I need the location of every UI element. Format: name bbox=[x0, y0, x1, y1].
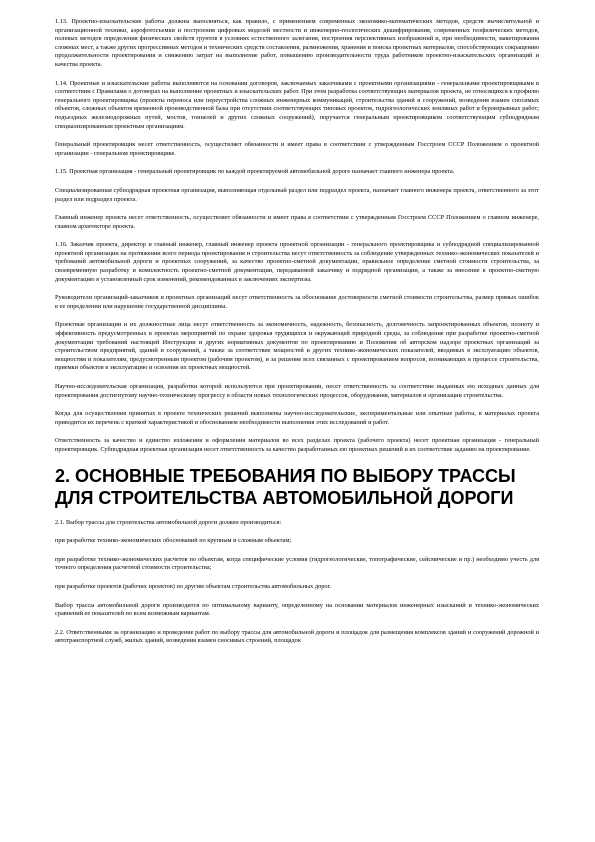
list-item-calculations: при разработке технико-экономических расчетов по объектам, когда специфические условия (гидрогеологические, топографические, сейсмические и пр.) необходимо учесть для точного определения расчетной стоимости строительства; bbox=[55, 555, 539, 572]
para-quality: Ответственность за качество и единство изложения и оформления материалов во всех разделах проекта (рабочего проекта) несет проектная организация - генеральный проектировщик. Субподрядная проектная организация несет ответственность за качество разработанных ею проектных решений и их соответствие заданию на проектирование. bbox=[55, 437, 539, 453]
section-2-heading: 2. ОСНОВНЫЕ ТРЕБОВАНИЯ ПО ВЫБОРУ ТРАССЫ ДЛЯ СТРОИТЕЛЬСТВА АВТОМОБИЛЬНОЙ ДОРОГИ bbox=[55, 465, 516, 508]
para-applied: Когда для осуществления принятых в проекте технических решений выполнены научно-исследовательские, экспериментальные или опытные работы, в материалах проекта приводится их перечень с краткой характеристикой и обоснованием необходимости выполнения этих исследований и работ. bbox=[55, 410, 539, 426]
list-item-feasibility: при разработке технико-экономических обоснований по крупным и сложным объектам; bbox=[55, 537, 292, 545]
para-chief-engineer: Главный инженер проекта несет ответственность, осуществляет обязанности и имеет права в соответствии с утвержденным Госстроем СССР Положением о главном инженере, главном архитекторе проекта. bbox=[55, 214, 539, 230]
para-optimal: Выбор трассы автомобильной дороги производится по оптимальному варианту, определенному на основании материалов инженерных изысканий и технико-экономических сравнений ее показателей по всем возможным вариантам. bbox=[55, 601, 539, 618]
list-item-working: при разработке проектов (рабочих проектов) по другим объектам строительства автомобильных дорог. bbox=[55, 582, 332, 590]
para-subcontract: Специализированная субподрядная проектная организация, выполняющая отдельный раздел или подраздел проекта, назначает главного инженера проекта, ответственного за этот раздел или подраздел проекта. bbox=[55, 186, 539, 203]
para-gen-designer: Генеральный проектировщик несет ответственность, осуществляет обязанности и имеет права в соответствии с утвержденным Госстроем СССР Положением о проектной организации - генеральном проектировщике. bbox=[55, 141, 539, 157]
para-1-13: 1.13. Проектно-изыскательские работы должны выполняться, как правило, с применением современных экономико-математических методов, средств вычислительной и организационной техники, аэрофотосъемки и построения цифровых моделей местности и инженерно-геологических дешифрирования, современных геофизических методов, полевых методов определения физических свойств грунтов в условиях естественного залегания, построения перспективных изображений и, при необходимости, макетирования сложных мест, а также других прогрессивных методов и технических средств составления, размножения, хранения и поиска проектных материалов, способствующих сокращению продолжительности проектирования и снижению затрат на выполнение работ, повышению производительности труда работников проектно-изыскательских организаций и качества проекта. bbox=[55, 18, 539, 68]
para-1-15: 1.15. Проектная организация - генеральный проектировщик по каждой проектируемой автомобильной дороге назначает главного инженера проекта. bbox=[55, 168, 455, 176]
para-officials: Проектные организации и их должностные лица несут ответственность за экономичность, надежность, безопасность, долговечность запроектированных объектов, полноту и эффективность предусмотренных в проектах мероприятий по охране здоровья трудящихся и окружающей природной среды, за соблюдение при разработке проектно-сметной документации требований настоящей Инструкции и других нормативных документов по проектированию и Положения об авторском надзоре проектных организаций за строительством предприятий, зданий и сооружений, а также за соответствие мощностей и других технико-экономических показателей, вводимых в эксплуатацию объектов, мощностям и показателям, предусмотренным проектом (рабочим проектом), и за решение всех связанных с проектированием вопросов, возникающих в процессе строительства, приемки объектов в эксплуатацию и освоения их проектных мощностей. bbox=[55, 321, 539, 372]
document-page bbox=[55, 18, 539, 842]
para-2-1: 2.1. Выбор трассы для строительства автомобильной дороги должен производиться: bbox=[55, 518, 282, 526]
para-1-14: 1.14. Проектные и изыскательские работы выполняются на основании договоров, заключаемых заказчиками с проектными организациями - генеральными проектировщиками в соответствии с Правилами о договорах на выполнение проектных и изыскательских работ. При этом разработка соответствующих материалов проекта, не относящихся к профилю генерального проектировщика (проекты переноса или переустройства сложных инженерных коммуникаций, строительства зданий и сооружений, возведения взамен сносимых объектов, сложных объектов временной производственной базы при отсутствии соответствующих типовых проектов, гидрогеологических земляных работ и буровзрывных работ; подъездных железнодорожных путей, мостов, тоннелей и других сложных сооружений), поручается генеральным проектировщиком соответствующим субподрядным специализированным проектным организациям. bbox=[55, 79, 539, 130]
para-2-2: 2.2. Ответственными за организацию и проведение работ по выбору трассы для автомобильной дороги и площадок для размещения комплексов зданий и сооружений дорожной и автотранспортной служб, жилых зданий, возведения взамен сносимых строений, площадок bbox=[55, 628, 539, 645]
para-research: Научно-исследовательская организация, разработки которой используются при проектировании, несет ответственность за соответствие выданных ею исходных данных для проектирования достигнутому научно-техническому прогрессу в области новых технологических процессов, оборудования, материалов и организации строительства. bbox=[55, 383, 539, 399]
para-managers: Руководители организаций-заказчиков и проектных организаций несут ответственность за обоснование достоверности сметной стоимости строительства, размер прямых ошибок в ее определении или нарушение государственной дисциплины. bbox=[55, 294, 539, 310]
para-1-16: 1.16. Заказчик проекта, директор и главный инженер, главный инженер проекта проектной организации - генерального проектировщика и субподрядной специализированной проектной организации на протяжении всего периода проектирования и строительства несут ответственность за соблюдение утвержденных технико-экономических показателей и требований автомобильной дороги и проектных сооружений, за качество проектно-сметной документации, правильное определение сметной стоимости строительства, за своевременную разработку и комплектность проектно-сметной документации, передаваемой заказчику и подрядной организации, а также за внесение в проектно-сметную документацию в установленный срок изменений, рекомендованных в заключениях экспертизы. bbox=[55, 241, 539, 283]
